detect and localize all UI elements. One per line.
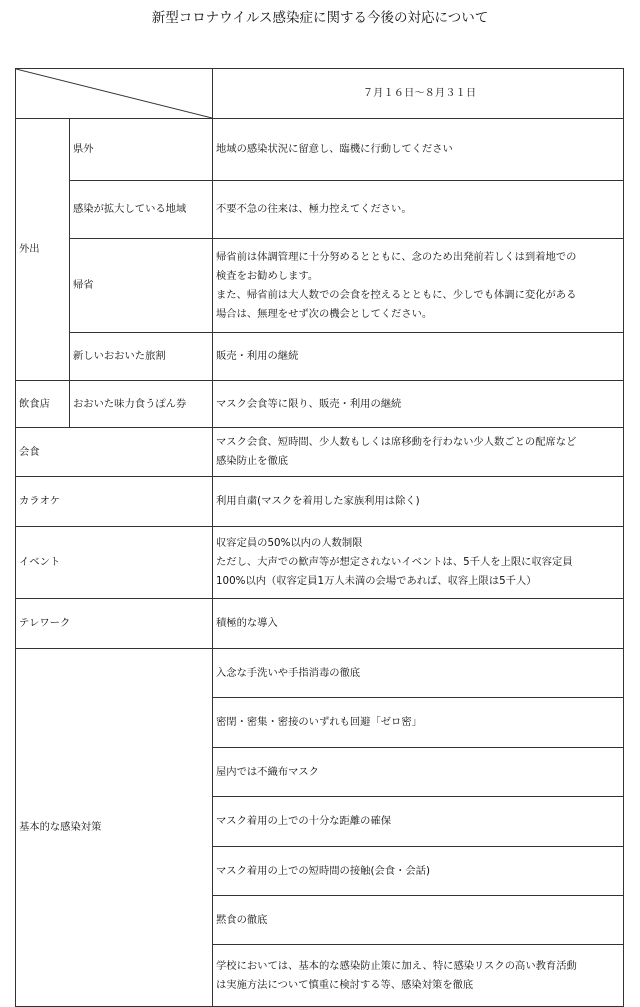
content-line: 積極的な導入 [216,617,278,629]
category-cell: イベント [16,527,213,599]
content-cell [213,896,624,945]
category-cell: 外出 [16,119,70,381]
subcategory-cell: おおいた味力食うぽん券 [70,381,213,428]
content-cell [213,599,624,649]
content-cell [213,748,624,797]
table-row [16,239,624,333]
content-line: 黙食の徹底 [216,913,268,926]
content-line: 感染防止を徹底 [216,455,289,467]
category-cell: 飲食店 [16,381,70,428]
content-line: また、帰省前は大人数での会食を控えるとともに、少しでも体調に変化がある [216,288,577,301]
content-cell [213,945,624,1007]
table-row [16,333,624,381]
content-cell [213,428,624,477]
content-cell [213,527,624,599]
table-row [16,428,624,477]
content-cell [213,119,624,181]
content-line: マスク会食等に限り、販売・利用の継続 [216,397,402,410]
diagonal-line [16,69,212,118]
content-line: ただし、大声での歓声等が想定されないイベントは、5千人を上限に収容定員 [216,556,573,568]
category-cell: カラオケ [16,477,213,527]
table-row [16,477,624,527]
content-line: 地域の感染状況に留意し、臨機に行動してください [216,143,453,155]
content-line: 検査をお勧めします。 [216,269,319,282]
content-cell [213,698,624,748]
content-line: 帰省前は体調管理に十分努めるとともに、念のため出発前若しくは到着地での [216,250,577,263]
table-row [16,527,624,599]
subcategory-cell: 県外 [70,119,213,181]
table-row [16,181,624,239]
content-line: 学校においては、基本的な感染防止策に加え、特に感染リスクの高い教育活動 [216,959,577,972]
table-row [16,599,624,649]
content-cell [213,477,624,527]
subcategory-cell: 新しいおおいた旅割 [70,333,213,381]
content-line: マスク着用の上での十分な距離の確保 [216,815,392,827]
subcategory-cell: 帰省 [70,239,213,333]
page-title: 新型コロナウイルス感染症に関する今後の対応について [151,10,489,26]
content-line: 利用自粛(マスクを着用した家族利用は除く) [216,495,420,507]
category-cell: テレワーク [16,599,213,649]
category-cell: 基本的な感染対策 [16,649,213,1007]
content-line: 場合は、無理をせず次の機会としてください。 [216,307,433,320]
content-line: 屋内では不織布マスク [216,765,319,778]
content-line: 密閉・密集・密接のいずれも回避「ゼロ密」 [216,716,422,728]
content-line: 不要不急の往来は、極力控えてください。 [216,203,412,215]
period-header: ７月１６日～８月３１日 [213,69,624,119]
subcategory-cell: 感染が拡大している地域 [70,181,213,239]
measures-table [15,68,624,1007]
content-line: は実施方法について慎重に検討する等、感染対策を徹底 [216,978,474,991]
category-cell: 会食 [16,428,213,477]
content-cell [213,381,624,428]
table-row [16,119,624,181]
table-row [16,649,624,698]
content-cell [213,239,624,333]
diagonal-header-cell [16,69,213,119]
header-row [16,69,624,119]
content-line: マスク着用の上での短時間の接触(会食・会話) [216,864,430,877]
content-line: 販売・利用の継続 [216,350,299,362]
content-cell [213,797,624,847]
content-cell [213,333,624,381]
content-cell [213,649,624,698]
content-line: 収容定員の50%以内の人数制限 [216,537,363,549]
content-line: 入念な手洗いや手指消毒の徹底 [216,666,361,679]
content-line: 100%以内（収容定員1万人未満の会場であれば、収容上限は5千人） [216,575,537,587]
content-cell [213,181,624,239]
content-cell [213,847,624,896]
table-row [16,381,624,428]
content-line: マスク会食、短時間、少人数もしくは席移動を行わない少人数ごとの配席など [216,436,577,448]
